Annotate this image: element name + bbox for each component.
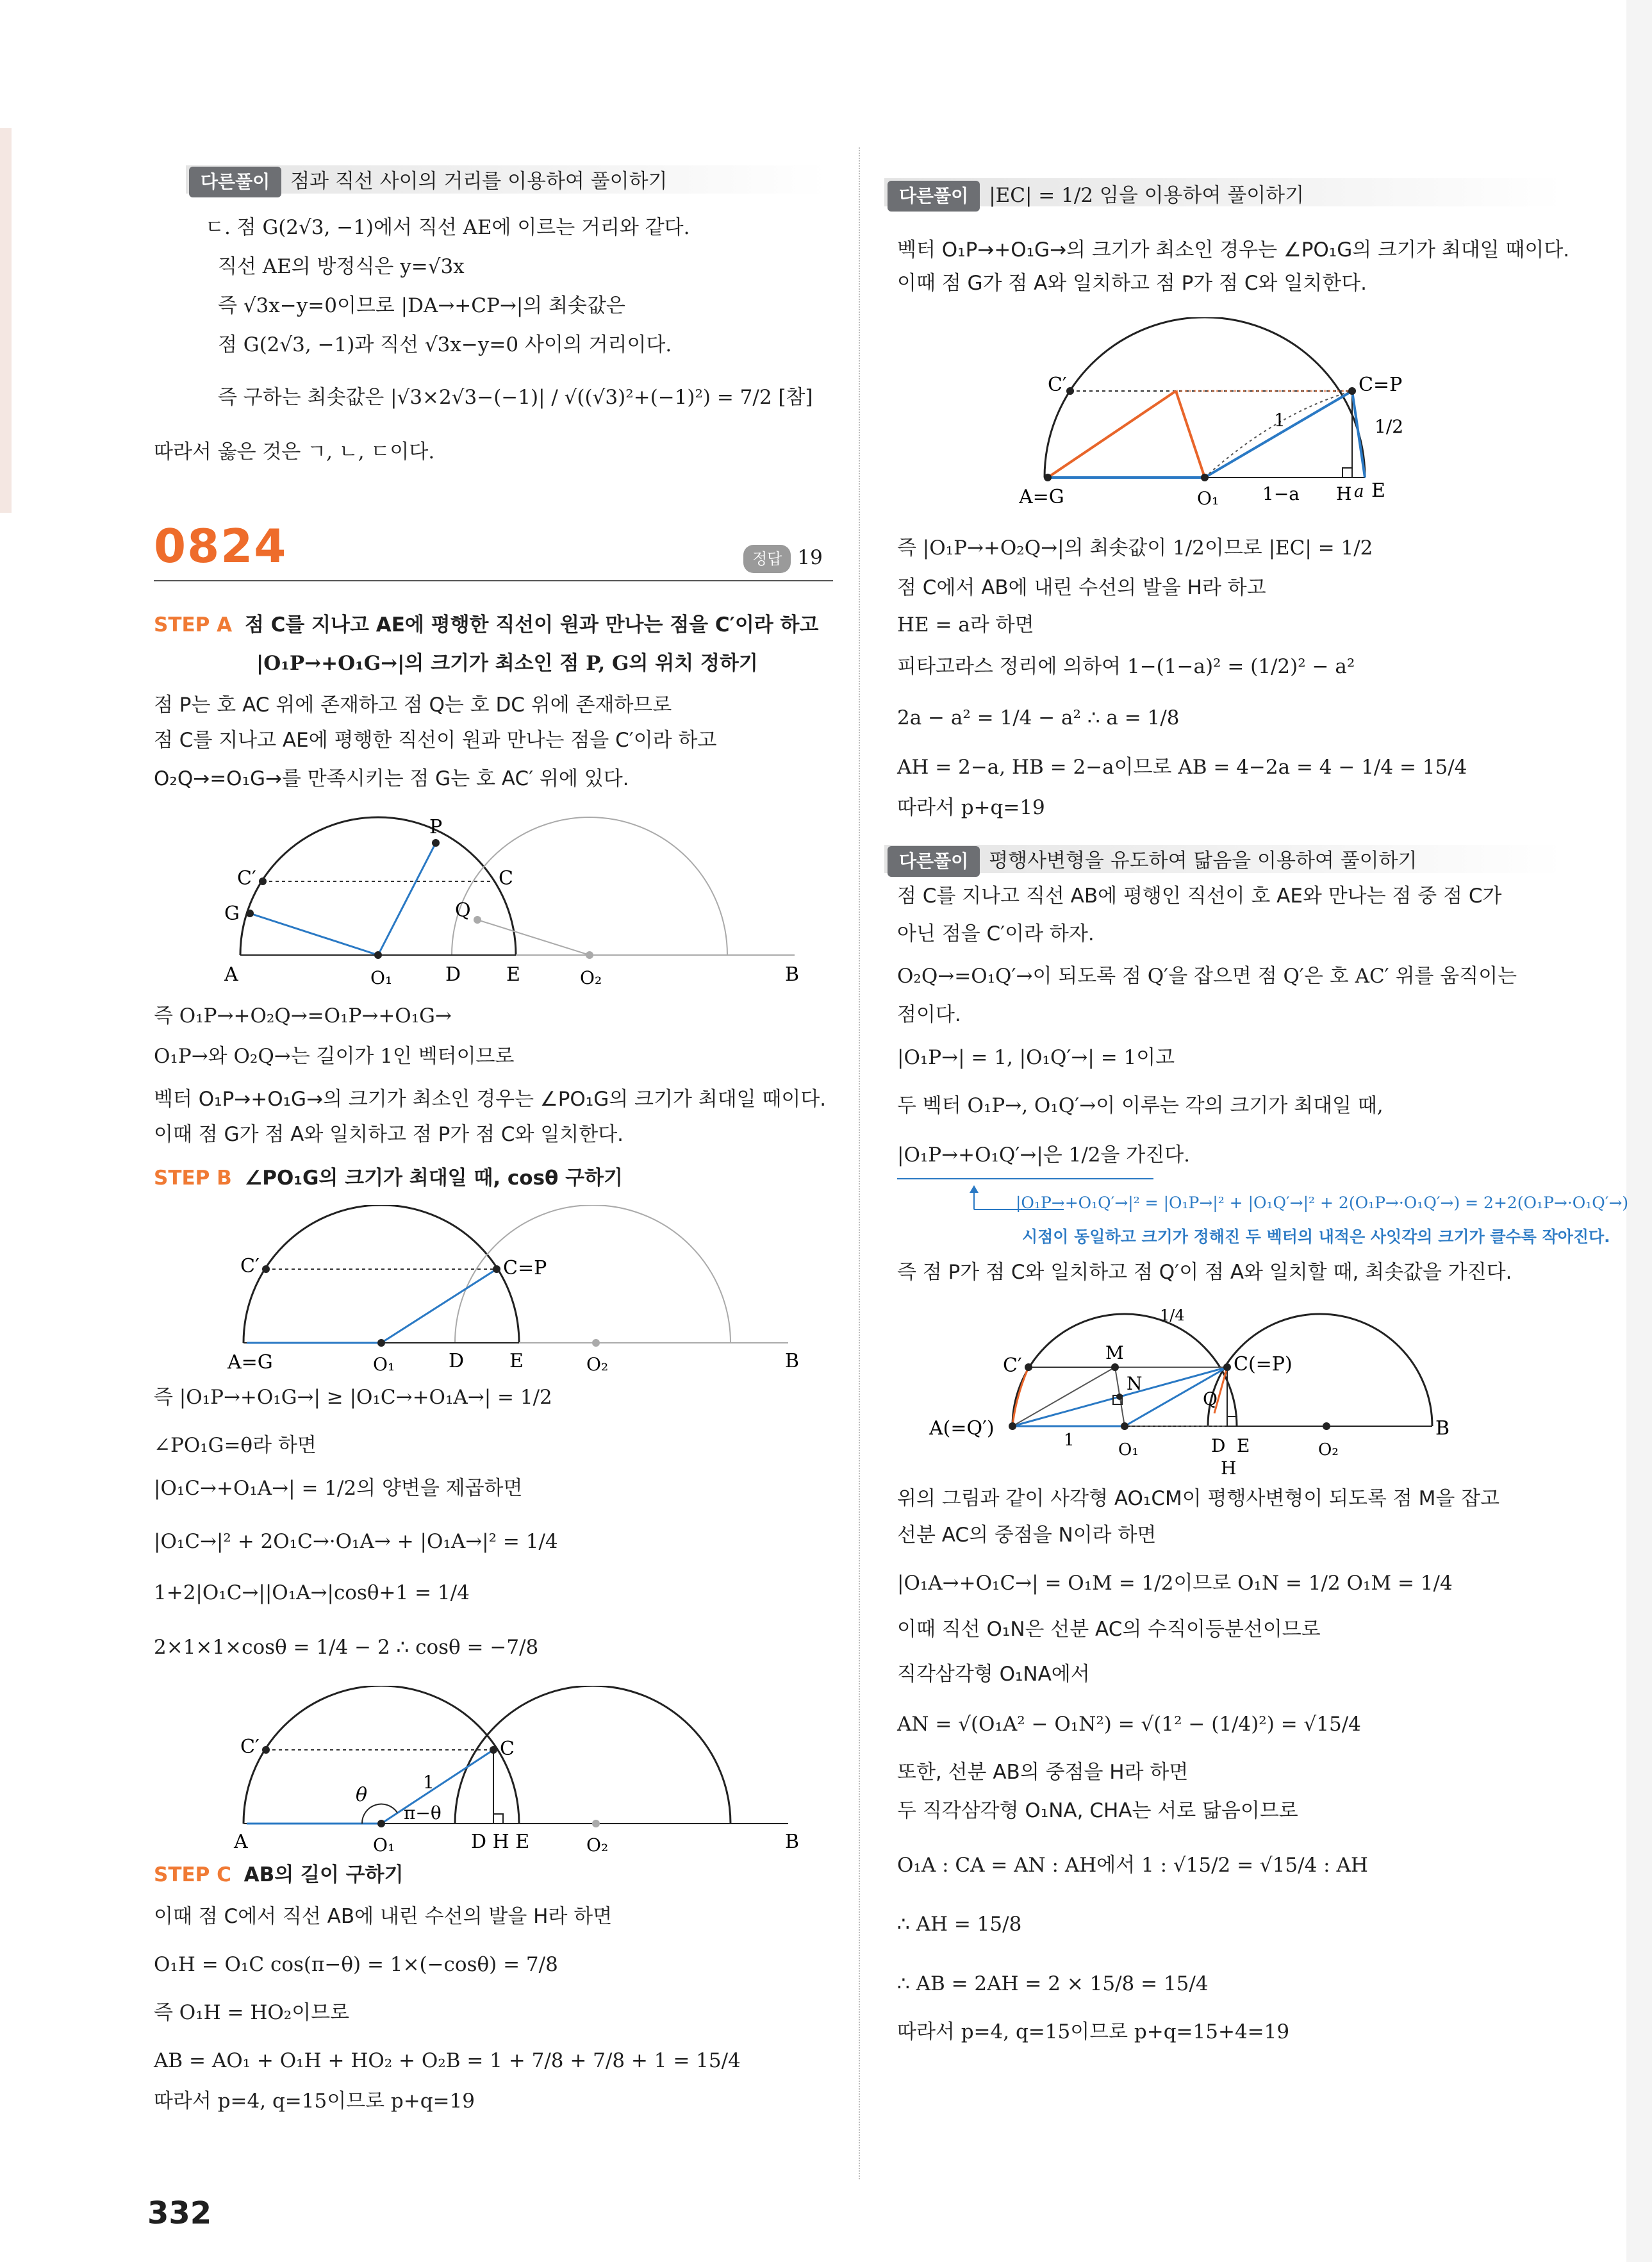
stepA-after-1: 즉 O₁P→+O₂Q→=O₁P→+O₁G→ [154, 1004, 452, 1027]
alt2-line-4: 점이다. [897, 1003, 961, 1026]
stepA-label: STEP A [154, 613, 233, 636]
fig5-label-quarter: 1/4 [1160, 1306, 1185, 1324]
alt2-after-5: 직각삼각형 O₁NA에서 [897, 1663, 1090, 1686]
fig5-label-Q: Q [1203, 1388, 1218, 1410]
alt2-after-1: 위의 그림과 같이 사각형 AO₁CM이 평행사변형이 되도록 점 M을 잡고 [897, 1487, 1500, 1510]
stepA-after-4: 이때 점 G가 점 A와 일치하고 점 P가 점 C와 일치한다. [154, 1123, 624, 1146]
page-edge-tab [0, 128, 12, 513]
alt1-line-2: 이때 점 G가 점 A와 일치하고 점 P가 점 C와 일치한다. [897, 272, 1367, 295]
alt1-after-2: 점 C에서 AB에 내린 수선의 발을 H라 하고 [897, 576, 1266, 599]
alt2-after-9: O₁A : CA = AN : AH에서 1 : √15/2 = √15/4 : AH [897, 1854, 1368, 1877]
fig5-label-E: E [1237, 1435, 1250, 1456]
alt2-line-1: 점 C를 지나고 직선 AB에 평행인 직선이 호 AE와 만나는 점 중 점 C가 [897, 885, 1502, 908]
alt2-line-7: |O₁P→+O₁Q′→|은 1/2을 가진다. [897, 1143, 1190, 1167]
alt2-line-3: O₂Q→=O₁Q′→이 되도록 점 Q′을 잡으면 점 Q′은 호 AC′ 위를 움직이는 [897, 965, 1517, 988]
fig2-label-C1: C′ [240, 1255, 260, 1277]
fig3-label-C1: C′ [240, 1736, 260, 1758]
fig2-label-B: B [785, 1350, 800, 1372]
fig2-label-CP: C=P [503, 1257, 547, 1279]
fig5-label-D: D [1211, 1435, 1226, 1456]
page-number: 332 [147, 2195, 212, 2231]
stepB-label: STEP B [154, 1167, 232, 1190]
stepA-line-3: O₂Q→=O₁G→를 만족시키는 점 G는 호 AC′ 위에 있다. [154, 767, 629, 790]
alt2-after-8: 두 직각삼각형 O₁NA, CHA는 서로 닮음이므로 [897, 1799, 1298, 1822]
stepB-line-4: |O₁C→|² + 2O₁C→·O₁A→ + |O₁A→|² = 1/4 [154, 1530, 558, 1553]
alt2-tag: 다른풀이 [888, 846, 980, 877]
answer-value: 19 [797, 546, 823, 569]
stepA-title-2: |O₁P→+O₁G→|의 크기가 최소인 점 P, G의 위치 정하기 [256, 652, 758, 675]
alt-solution-header [189, 167, 668, 197]
figure-4 [1019, 317, 1467, 516]
fig1-label-O2: O₂ [580, 967, 602, 988]
fig1-label-B: B [785, 963, 800, 986]
stepC-header [154, 1862, 404, 1888]
fig4-label-AG: A=G [1019, 486, 1064, 508]
fig3-label-O2: O₂ [586, 1834, 609, 1852]
note-text: 시점이 동일하고 크기가 정해진 두 벡터의 내적은 사잇각의 크기가 클수록 작아진다. [1022, 1227, 1610, 1246]
stepB-line-6: 2×1×1×cosθ = 1/4 − 2 ∴ cosθ = −7/8 [154, 1636, 539, 1659]
alt2-after-7: 또한, 선분 AB의 중점을 H라 하면 [897, 1761, 1189, 1784]
fig2-label-D: D [449, 1350, 465, 1372]
stepA-line-2: 점 C를 지나고 AE에 평행한 직선이 원과 만나는 점을 C′이라 하고 [154, 729, 717, 752]
fig4-label-E: E [1371, 479, 1385, 502]
fig1-label-E: E [506, 963, 520, 986]
alt1-line-1: 벡터 O₁P→+O₁G→의 크기가 최소인 경우는 ∠PO₁G의 크기가 최대일 때이다. [897, 238, 1570, 262]
fig2-label-O2: O₂ [586, 1354, 609, 1372]
fig1-label-C: C [499, 867, 513, 890]
alt-line-6: 따라서 옳은 것은 ㄱ, ㄴ, ㄷ이다. [154, 440, 435, 463]
fig5-label-AQ: A(=Q′) [929, 1417, 995, 1440]
alt2-header [888, 846, 1417, 877]
stepA-title-1: 점 C를 지나고 AE에 평행한 직선이 원과 만나는 점을 C′이라 하고 [244, 613, 819, 636]
note-formula: |O₁P→+O₁Q′→|² = |O₁P→|² + |O₁Q′→|² + 2(O₁P→·O₁Q′→) = 2+2(O₁P→·O₁Q′→) [1016, 1193, 1629, 1212]
stepC-title: AB의 길이 구하기 [244, 1863, 404, 1886]
stepB-line-1: 즉 |O₁P→+O₁G→| ≥ |O₁C→+O₁A→| = 1/2 [154, 1386, 552, 1409]
fig3-label-one: 1 [423, 1772, 434, 1793]
fig3-label-A: A [234, 1831, 248, 1852]
fig2-label-O1: O₁ [373, 1354, 395, 1372]
stepC-label: STEP C [154, 1863, 231, 1886]
alt-line-3: 즉 √3x−y=0이므로 |DA→+CP→|의 최솟값은 [218, 294, 625, 317]
alt2-after-2: 선분 AC의 중점을 N이라 하면 [897, 1524, 1157, 1547]
figure-3 [211, 1686, 814, 1852]
alt-line-4: 점 G(2√3, −1)과 직선 √3x−y=0 사이의 거리이다. [218, 333, 672, 356]
fig1-label-A: A [224, 963, 238, 986]
alt1-title: |EC| = 1/2 임을 이용하여 풀이하기 [989, 184, 1305, 207]
stepB-header [154, 1165, 623, 1191]
fig3-label-DHE: D H E [471, 1831, 530, 1852]
stepC-line-3: 즉 O₁H = HO₂이므로 [154, 2001, 350, 2024]
fig1-label-C1: C′ [237, 867, 256, 890]
fig4-label-one: 1 [1274, 410, 1285, 431]
alt2-line-6: 두 벡터 O₁P→, O₁Q′→이 이루는 각의 크기가 최대일 때, [897, 1094, 1384, 1117]
stepB-line-3: |O₁C→+O₁A→| = 1/2의 양변을 제곱하면 [154, 1477, 523, 1500]
stepA-line-1: 점 P는 호 AC 위에 존재하고 점 Q는 호 DC 위에 존재하므로 [154, 694, 672, 717]
stepC-line-1: 이때 점 C에서 직선 AB에 내린 수선의 발을 H라 하면 [154, 1905, 613, 1928]
figure-5 [923, 1301, 1564, 1493]
alt1-after-3: HE = a라 하면 [897, 613, 1034, 636]
stepA-header [154, 612, 818, 638]
fig5-label-CP: C(=P) [1234, 1353, 1293, 1376]
answer-badge: 정답 [743, 545, 791, 573]
note-underline [897, 1178, 1153, 1179]
fig2-label-E: E [509, 1350, 524, 1372]
fig4-label-CP: C=P [1359, 374, 1403, 396]
stepB-title: ∠PO₁G의 크기가 최대일 때, cosθ 구하기 [244, 1167, 623, 1190]
fig3-label-C: C [500, 1738, 515, 1760]
fig4-label-H: H [1336, 483, 1352, 504]
figure-1 [224, 804, 814, 990]
alt-solution-tag: 다른풀이 [189, 167, 281, 197]
problem-rule [154, 580, 833, 581]
stepC-line-5: 따라서 p=4, q=15이므로 p+q=19 [154, 2090, 475, 2113]
fig1-label-O1: O₁ [370, 967, 393, 988]
problem-number: 0824 [154, 519, 288, 573]
alt1-after-5: 2a − a² = 1/4 − a² ∴ a = 1/8 [897, 706, 1180, 729]
alt1-header [888, 181, 1304, 212]
fig4-label-O1: O₁ [1197, 488, 1219, 509]
page-edge-shade [1626, 0, 1652, 2262]
answer-area [743, 545, 823, 573]
fig4-label-oneminusa: 1−a [1262, 483, 1300, 504]
alt2-after-4: 이때 직선 O₁N은 선분 AC의 수직이등분선이므로 [897, 1618, 1321, 1641]
alt1-after-6: AH = 2−a, HB = 2−a이므로 AB = 4−2a = 4 − 1/4 = 15/4 [897, 756, 1467, 779]
figure-2 [211, 1205, 814, 1372]
alt1-after-4: 피타고라스 정리에 의하여 1−(1−a)² = (1/2)² − a² [897, 655, 1355, 678]
alt2-after-12: 따라서 p=4, q=15이므로 p+q=15+4=19 [897, 2020, 1290, 2043]
fig5-label-one: 1 [1064, 1431, 1075, 1450]
fig4-label-C1: C′ [1048, 374, 1067, 396]
fig3-label-B: B [785, 1831, 800, 1852]
stepA-after-2: O₁P→와 O₂Q→는 길이가 1인 벡터이므로 [154, 1045, 515, 1068]
fig1-label-Q: Q [455, 899, 471, 922]
alt-line-1: ㄷ. 점 G(2√3, −1)에서 직선 AE에 이르는 거리와 같다. [205, 216, 690, 239]
fig4-label-half: 1/2 [1375, 416, 1404, 437]
stepA-after-3: 벡터 O₁P→+O₁G→의 크기가 최소인 경우는 ∠PO₁G의 크기가 최대일 때이다. [154, 1088, 827, 1111]
stepC-line-2: O₁H = O₁C cos(π−θ) = 1×(−cosθ) = 7/8 [154, 1953, 558, 1976]
fig1-label-P: P [429, 816, 443, 838]
fig3-label-theta: θ [356, 1784, 368, 1806]
alt1-after-7: 따라서 p+q=19 [897, 796, 1045, 819]
alt1-tag: 다른풀이 [888, 181, 980, 212]
alt2-title: 평행사변형을 유도하여 닮음을 이용하여 풀이하기 [989, 849, 1417, 872]
fig5-label-O2: O₂ [1318, 1440, 1339, 1459]
fig3-label-O1: O₁ [373, 1834, 395, 1852]
alt1-after-1: 즉 |O₁P→+O₂Q→|의 최솟값이 1/2이므로 |EC| = 1/2 [897, 536, 1373, 560]
fig5-label-M: M [1105, 1342, 1124, 1363]
alt2-after-10: ∴ AH = 15/8 [897, 1913, 1022, 1936]
fig1-label-D: D [445, 963, 461, 986]
alt2-line-5: |O₁P→| = 1, |O₁Q′→| = 1이고 [897, 1046, 1175, 1069]
alt2-after-3: |O₁A→+O₁C→| = O₁M = 1/2이므로 O₁N = 1/2 O₁M = 1/4 [897, 1572, 1453, 1595]
fig4-label-a: a [1354, 482, 1364, 501]
alt2-after-6: AN = √(O₁A² − O₁N²) = √(1² − (1/4)²) = √15/4 [897, 1713, 1361, 1736]
alt-line-5: 즉 구하는 최솟값은 |√3×2√3−(−1)| / √((√3)²+(−1)²) = 7/2 [참] [218, 386, 813, 409]
fig5-label-H: H [1221, 1458, 1237, 1479]
alt2-after-11: ∴ AB = 2AH = 2 × 15/8 = 15/4 [897, 1972, 1209, 1995]
stepC-line-4: AB = AO₁ + O₁H + HO₂ + O₂B = 1 + 7/8 + 7/8 + 1 = 15/4 [154, 2049, 741, 2072]
stepB-line-5: 1+2|O₁C→||O₁A→|cosθ+1 = 1/4 [154, 1581, 470, 1604]
fig5-label-N: N [1127, 1373, 1143, 1394]
fig3-label-pitheta: π−θ [404, 1802, 442, 1824]
alt2-line-2: 아닌 점을 C′이라 하자. [897, 922, 1094, 945]
alt-solution-title: 점과 직선 사이의 거리를 이용하여 풀이하기 [290, 170, 668, 193]
column-divider [859, 147, 860, 2179]
fig5-label-C1: C′ [1003, 1354, 1022, 1377]
alt2-mid: 즉 점 P가 점 C와 일치하고 점 Q′이 점 A와 일치할 때, 최솟값을 가진다. [897, 1261, 1512, 1284]
fig1-label-G: G [224, 902, 240, 925]
fig2-label-AG: A=G [227, 1351, 273, 1372]
alt-line-2: 직선 AE의 방정식은 y=√3x [218, 255, 465, 278]
fig5-label-O1: O₁ [1118, 1440, 1139, 1459]
stepB-line-2: ∠PO₁G=θ라 하면 [154, 1434, 317, 1457]
fig5-label-B: B [1435, 1417, 1450, 1440]
